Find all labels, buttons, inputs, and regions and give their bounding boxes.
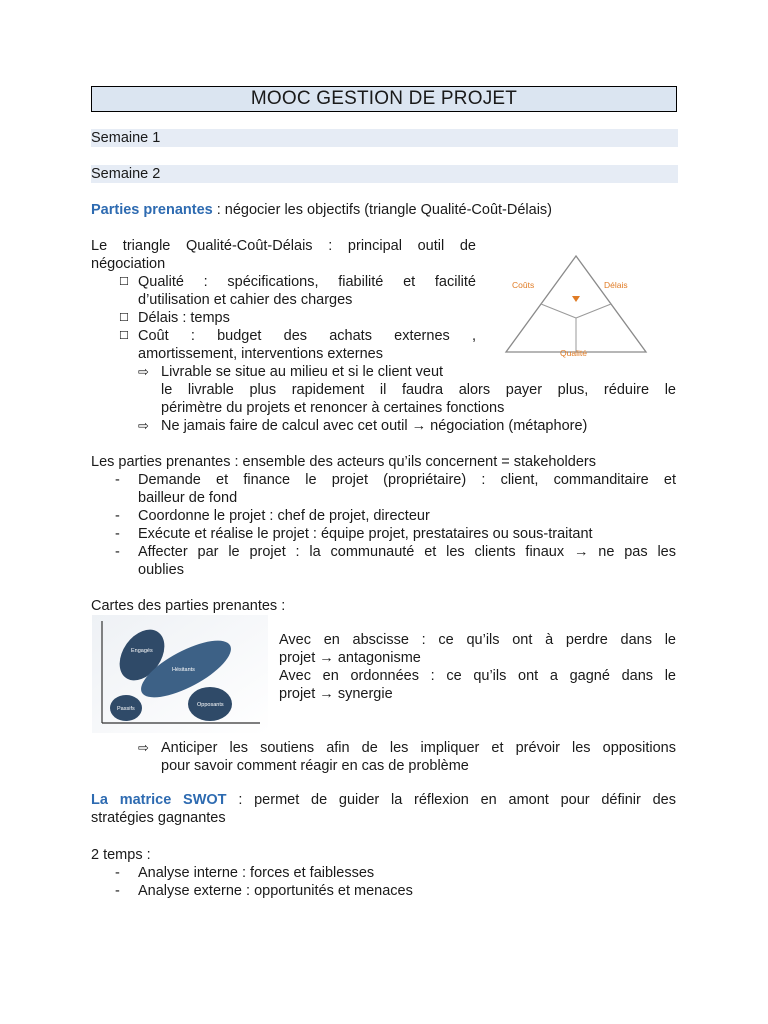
stakeholder-item-3: Exécute et réalise le projet : équipe projet, prestataires ou sous-traitant xyxy=(138,526,593,542)
dash-bullet: - xyxy=(115,526,120,542)
passifs-label: Passifs xyxy=(117,706,135,712)
livrable-line1: Livrable se situe au milieu et si le client veut xyxy=(161,364,444,380)
arrow-bullet-icon: ⇨ xyxy=(138,740,149,755)
triangle-center-marker xyxy=(572,296,580,302)
dash-bullet: - xyxy=(115,865,120,881)
ordonnee-line1: Avec en ordonnées : ce qu’ils ont a gagné dans le xyxy=(279,668,676,684)
parties-prenantes-paragraph xyxy=(91,201,677,219)
anticipate-line1: Anticiper les soutiens afin de les impliquer et prévoir les oppositions xyxy=(161,740,676,756)
stakeholders-intro: Les parties prenantes : ensemble des acteurs qu’ils concernent = stakeholders xyxy=(91,454,596,470)
triangle-intro-line1: Le triangle Qualité-Coût-Délais : principal outil de xyxy=(91,238,476,254)
swot-intro: : permet de guider la réflexion en amont pour définir des xyxy=(226,792,676,808)
triangle-median-right xyxy=(576,304,611,318)
document-title xyxy=(91,86,677,112)
triangle-median-left xyxy=(541,304,576,318)
hesitants-label: Hésitants xyxy=(172,667,195,673)
arrow-bullet-icon: ⇨ xyxy=(138,418,149,433)
quality-item-line1: Qualité : spécifications, fiabilité et facilité xyxy=(138,274,476,290)
abscisse-line2: projet → antagonisme xyxy=(279,650,421,666)
quality-item-line2: d’utilisation et cahier des charges xyxy=(138,292,353,308)
stakeholder-item-2: Coordonne le projet : chef de projet, directeur xyxy=(138,508,430,524)
cout-item-line2: amortissement, interventions externes xyxy=(138,346,383,362)
bullet-box-icon: ☐ xyxy=(119,276,129,288)
abscisse-line1: Avec en abscisse : ce qu’ils ont à perdre dans le xyxy=(279,632,676,648)
document-title-text: MOOC GESTION DE PROJET xyxy=(250,88,518,109)
parties-prenantes-intro: : négocier les objectifs (triangle Qualité-Coût-Délais) xyxy=(212,202,552,218)
delais-item: Délais : temps xyxy=(138,310,230,326)
triangle-right-label: Délais xyxy=(604,280,628,290)
week-1-heading: Semaine 1 xyxy=(91,129,678,147)
week-2-heading: Semaine 2 xyxy=(91,165,678,183)
swot-paragraph-line1 xyxy=(91,791,676,809)
ordonnee-line2: projet → synergie xyxy=(279,686,393,702)
triangle-left-label: Coûts xyxy=(512,280,535,290)
triangle-intro-line2: négociation xyxy=(91,256,166,272)
parties-prenantes-heading: Parties prenantes xyxy=(91,202,213,218)
cout-item-line1: Coût : budget des achats externes , xyxy=(138,328,476,344)
triangle-bottom-label: Qualité xyxy=(560,348,587,358)
temps-heading: 2 temps : xyxy=(91,847,151,863)
swot-heading: La matrice SWOT xyxy=(91,792,227,808)
dash-bullet: - xyxy=(115,508,120,524)
stakeholder-item-4-line1: Affecter par le projet : la communauté et les clients finaux → ne pas les xyxy=(138,544,676,560)
stakeholder-item-1-line1: Demande et finance le projet (propriétaire) : client, commanditaire et xyxy=(138,472,676,488)
swot-paragraph-line2: stratégies gagnantes xyxy=(91,810,226,826)
dash-bullet: - xyxy=(115,883,120,899)
livrable-line2: le livrable plus rapidement il faudra alors payer plus, réduire le xyxy=(161,382,676,398)
opposants-label: Opposants xyxy=(197,702,224,708)
temps-item-1: Analyse interne : forces et faiblesses xyxy=(138,865,375,881)
livrable-line3: périmètre du projets et renoncer à certaines fonctions xyxy=(161,400,505,416)
bullet-box-icon: ☐ xyxy=(119,330,129,342)
bullet-box-icon: ☐ xyxy=(119,312,129,324)
temps-item-2: Analyse externe : opportunités et menaces xyxy=(138,883,413,899)
dash-bullet: - xyxy=(115,544,120,560)
arrow-bullet-icon: ⇨ xyxy=(138,364,149,379)
stakeholder-item-1-line2: bailleur de fond xyxy=(138,490,238,506)
qcd-triangle-diagram xyxy=(490,238,662,368)
no-calculation-line: Ne jamais faire de calcul avec cet outil → négociation (métaphore) xyxy=(161,418,588,434)
stakeholder-map-heading: Cartes des parties prenantes : xyxy=(91,598,286,614)
stakeholder-map-diagram xyxy=(92,615,268,733)
stakeholder-item-4-line2: oublies xyxy=(138,562,184,578)
engages-label: Engagés xyxy=(131,648,153,654)
dash-bullet: - xyxy=(115,472,120,488)
anticipate-line2: pour savoir comment réagir en cas de problème xyxy=(161,758,469,774)
